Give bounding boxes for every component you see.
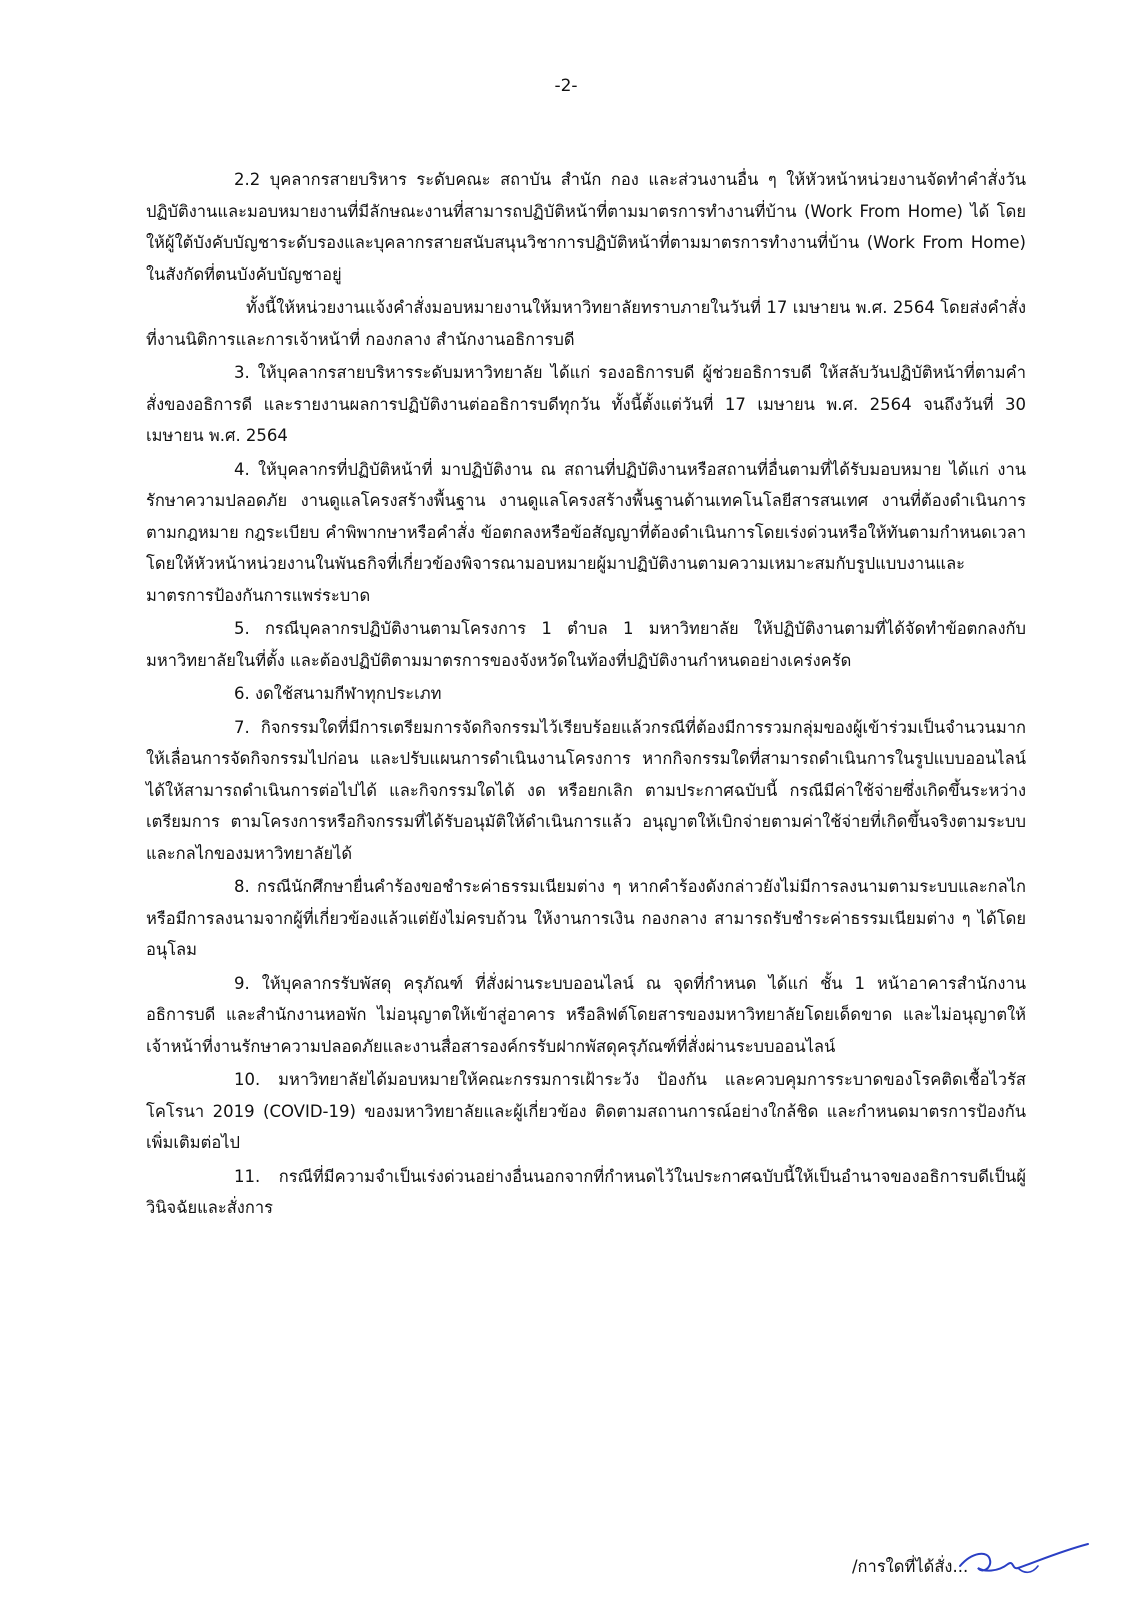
paragraph-6: 6. งดใช้สนามกีฬาทุกประเภท [234,684,442,703]
paragraph-5: 5. กรณีบุคลากรปฏิบัติงานตามโครงการ 1 ตำบล 1 มหาวิทยาลัย ให้ปฏิบัติงานตามที่ได้จัดทำข้อตกลงกับมหาวิทยาลัยในที่ตั้ง และต้องปฏิบัติตามมาตรการของจังหวัดในท้องที่ปฏิบัติงานกำหนดอย่างเคร่งครัด [146,619,1026,670]
paragraph-deadline-note: ทั้งนี้ให้หน่วยงานแจ้งคำสั่งมอบหมายงานให้มหาวิทยาลัยทราบภายในวันที่ 17 เมษายน พ.ศ. 2564 โดยส่งคำสั่งที่งานนิติการและการเจ้าหน้าที่ กองกลาง สำนักงานอธิการบดี [146,298,1026,349]
continuation-text: /การใดที่ได้สั่ง... [852,1557,969,1576]
paragraph-3: 3. ให้บุคลากรสายบริหารระดับมหาวิทยาลัย ได้แก่ รองอธิการบดี ผู้ช่วยอธิการบดี ให้สลับวันปฏิบัติหน้าที่ตามคำสั่งของอธิการดี และรายงานผลการปฏิบัติงานต่ออธิการบดีทุกวัน ทั้งนี้ตั้งแต่วันที่ 17 เมษายน พ.ศ. 2564 จนถึงวันที่ 30 เมษายน พ.ศ. 2564 [146,363,1026,445]
paragraph-10: 10. มหาวิทยาลัยได้มอบหมายให้คณะกรรมการเฝ้าระวัง ป้องกัน และควบคุมการระบาดของโรคติดเชื้อไวรัสโคโรนา 2019 (COVID-19) ของมหาวิทยาลัยและผู้เกี่ยวข้อง ติดตามสถานการณ์อย่างใกล้ชิด และกำหนดมาตรการป้องกันเพิ่มเติมต่อไป [146,1070,1026,1152]
signature-initial-icon [954,1538,1094,1582]
paragraph-8: 8. กรณีนักศึกษายื่นคำร้องขอชำระค่าธรรมเนียมต่าง ๆ หากคำร้องดังกล่าวยังไม่มีการลงนามตามระบบและกลไกหรือมีการลงนามจากผู้ที่เกี่ยวข้องแล้วแต่ยังไม่ครบถ้วน ให้งานการเงิน กองกลาง สามารถรับชำระค่าธรรมเนียมต่าง ๆ ได้โดยอนุโลม [146,877,1026,959]
paragraph-7: 7. กิจกรรมใดที่มีการเตรียมการจัดกิจกรรมไว้เรียบร้อยแล้วกรณีที่ต้องมีการรวมกลุ่มของผู้เข้าร่วมเป็นจำนวนมาก ให้เลื่อนการจัดกิจกรรมไปก่อน และปรับแผนการดำเนินงานโครงการ หากกิจกรรมใดที่สามารถดำเนินการในรูปแบบออนไลน์ได้ให้สามารถดำเนินการต่อไปได้ และกิจกรรมใดได้ งด หรือยกเลิก ตามประกาศฉบับนี้ กรณีมีค่าใช้จ่ายซึ่งเกิดขึ้นระหว่างเตรียมการ ตามโครงการหรือกิจกรรมที่ได้รับอนุมัติให้ดำเนินการแล้ว อนุญาตให้เบิกจ่ายตามค่าใช้จ่ายที่เกิดขึ้นจริงตามระบบและกลไกของมหาวิทยาลัยได้ [146,717,1026,863]
paragraph-9: 9. ให้บุคลากรรับพัสดุ ครุภัณฑ์ ที่สั่งผ่านระบบออนไลน์ ณ จุดที่กำหนด ได้แก่ ชั้น 1 หน้าอาคารสำนักงานอธิการบดี และสำนักงานหอพัก ไม่อนุญาตให้เข้าสู่อาคาร หรือลิฟต์โดยสารของมหาวิทยาลัยโดยเด็ดขาด และไม่อนุญาตให้เจ้าหน้าที่งานรักษาความปลอดภัยและงานสื่อสารองค์กรรับฝากพัสดุครุภัณฑ์ที่สั่งผ่านระบบออนไลน์ [146,973,1026,1056]
paragraph-2-2: 2.2 บุคลากรสายบริหาร ระดับคณะ สถาบัน สำนัก กอง และส่วนงานอื่น ๆ ให้หัวหน้าหน่วยงานจัดทำคำสั่งวันปฏิบัติงานและมอบหมายงานที่มีลักษณะงานที่สามารถปฏิบัติหน้าที่ตามมาตรการทำงานที่บ้าน (Work From Home) ได้ โดยให้ผู้ใต้บังคับบัญชาระดับรองและบุคลากรสายสนับสนุนวิชาการปฏิบัติหน้าที่ตามมาตรการทำงานที่บ้าน (Work From Home) ในสังกัดที่ตนบังคับบัญชาอยู่ [146,170,1026,284]
page-number: -2- [554,76,578,96]
paragraph-11: 11. กรณีที่มีความจำเป็นเร่งด่วนอย่างอื่นนอกจากที่กำหนดไว้ในประกาศฉบับนี้ให้เป็นอำนาจของอธิการบดีเป็นผู้วินิจฉัยและสั่งการ [146,1166,1026,1217]
document-body [146,164,1026,1226]
paragraph-4: 4. ให้บุคลากรที่ปฏิบัติหน้าที่ มาปฏิบัติงาน ณ สถานที่ปฏิบัติงานหรือสถานที่อื่นตามที่ได้รับมอบหมาย ได้แก่ งานรักษาความปลอดภัย งานดูแลโครงสร้างพื้นฐาน งานดูแลโครงสร้างพื้นฐานด้านเทคโนโลยีสารสนเทศ งานที่ต้องดำเนินการตามกฎหมาย กฎระเบียบ คำพิพากษาหรือคำสั่ง ข้อตกลงหรือข้อสัญญาที่ต้องดำเนินการโดยเร่งด่วนหรือให้ทันตามกำหนดเวลา โดยให้หัวหน้าหน่วยงานในพันธกิจที่เกี่ยวข้องพิจารณามอบหมายผู้มาปฏิบัติงานตามความเหมาะสมกับรูปแบบงานและมาตรการป้องกันการแพร่ระบาด [146,459,1026,605]
